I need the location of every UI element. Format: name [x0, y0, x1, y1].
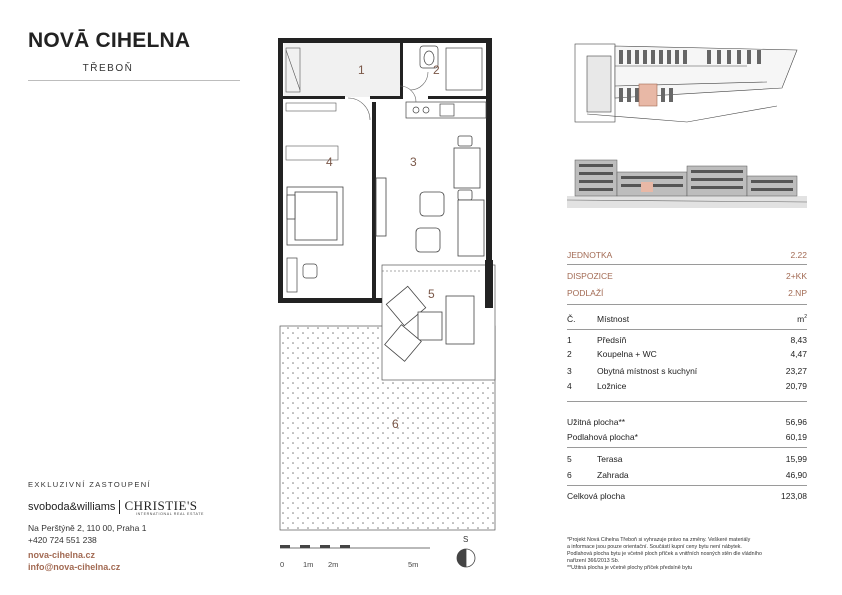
agent-logo-left: svoboda&williams — [28, 501, 116, 513]
scale-2m: 2m — [328, 560, 339, 569]
unit-row-jednotka — [567, 250, 807, 264]
website-link[interactable]: nova-cihelna.cz — [28, 550, 96, 560]
room-number-6: 6 — [392, 417, 399, 431]
room-number-5: 5 — [428, 287, 435, 301]
dining-table — [454, 136, 480, 200]
room-row: 5 Terasa 15,99 — [567, 454, 807, 464]
floor-label: PODLAŽÍ — [567, 288, 604, 298]
agent-phone: +420 724 551 238 — [28, 535, 97, 545]
site-plan — [567, 36, 807, 126]
disposition-label: DISPOZICE — [567, 271, 613, 281]
north-arrow-icon — [457, 535, 475, 567]
header-num: Č. — [567, 314, 576, 324]
room-row: 2 Koupelna + WC 4,47 — [567, 349, 807, 359]
room-number-4: 4 — [326, 155, 333, 169]
disposition-value: 2+KK — [785, 271, 807, 281]
hallway-floor — [284, 42, 400, 97]
unit-label: JEDNOTKA — [567, 250, 613, 260]
room-row: 6 Zahrada 46,90 — [567, 470, 807, 480]
agent-logo — [28, 498, 205, 516]
floor-area-row: Podlahová plocha* 60,19 — [567, 432, 807, 442]
email-link[interactable]: info@nova-cihelna.cz — [28, 562, 121, 572]
scale-bar — [280, 545, 430, 569]
unit-row-podlazi — [567, 288, 807, 302]
brand-divider — [28, 80, 240, 81]
north-label: S — [463, 535, 469, 544]
desk — [287, 258, 317, 292]
unit-info — [567, 248, 807, 308]
kitchen-counter — [406, 102, 486, 118]
building-elevation — [567, 150, 807, 210]
floor-value: 2.NP — [788, 288, 807, 298]
scale-5m: 5m — [408, 560, 419, 569]
room-row: 1 Předsíň 8,43 — [567, 335, 807, 345]
scale-0: 0 — [280, 560, 285, 569]
header-unit: $m^2$ — [797, 314, 807, 324]
floor-plan — [270, 30, 510, 580]
agent-logo-sub: INTERNATIONAL REAL ESTATE — [136, 512, 205, 516]
agent-label: EXKLUZIVNÍ ZASTOUPENÍ — [28, 480, 152, 489]
unit-highlight — [639, 84, 657, 106]
header-name: Místnost — [597, 314, 630, 324]
agent-address: Na Perštýně 2, 110 00, Praha 1 — [28, 523, 147, 533]
bed — [287, 187, 343, 245]
room-row: 4 Ložnice 20,79 — [567, 381, 807, 391]
room-number-3: 3 — [410, 155, 417, 169]
agent-address-block — [28, 522, 146, 546]
footnotes: *Projekt Nová Cihelna Třeboň si vyhrazuje právo na změny. Veškeré materiály a informace jsou pouze orientační. Součástí kupní ceny bytu není nábytek. Podlahová plocha bytu je včetně ploch příček a vnitřních nosných stěn dle vládního nařízení 366/2013 Sb. **Užitná plocha je včetně plochy příček předsíně bytu — [567, 537, 762, 571]
room-row: 3 Obytná místnost s kuchyní 23,27 — [567, 366, 807, 376]
scale-1m: 1m — [303, 560, 314, 569]
total-area-row: Celková plocha 123,08 — [567, 491, 807, 501]
room-number-1: 1 — [358, 63, 365, 77]
usable-area-row: Užitná plocha** 56,96 — [567, 417, 807, 427]
bathroom-fixtures — [420, 46, 482, 90]
unit-row-dispozice — [567, 271, 807, 285]
agent-logo-right: CHRISTIE'S — [124, 498, 198, 513]
room-number-2: 2 — [433, 63, 440, 77]
elevation-unit-highlight — [641, 182, 653, 192]
brand-subtitle: TŘEBOŇ — [82, 63, 134, 74]
unit-value: 2.22 — [790, 250, 807, 260]
rooms-header — [567, 314, 807, 328]
brand-title: NOVĀ CIHELNA — [28, 29, 191, 52]
rooms-table — [567, 312, 807, 512]
